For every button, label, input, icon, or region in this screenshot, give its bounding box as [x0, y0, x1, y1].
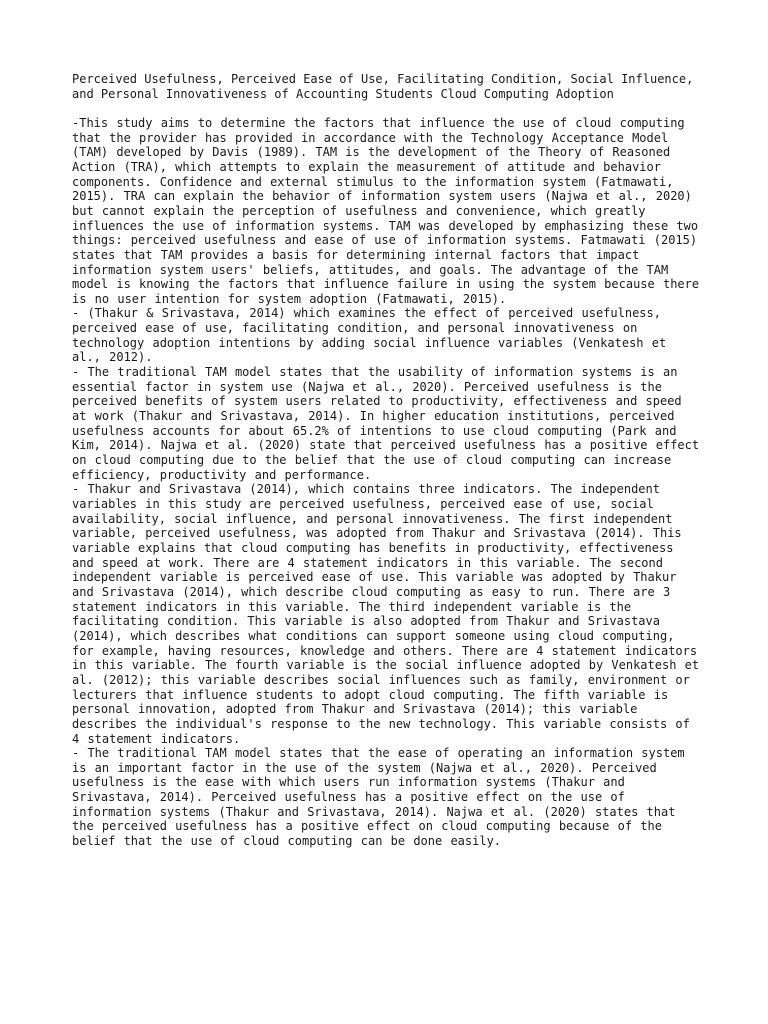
document-title: Perceived Usefulness, Perceived Ease of Use, Facilitating Condition, Social Influence, and Personal Innovativeness of Accounting Students Cloud Computing Adoption	[72, 72, 701, 101]
paragraph-independent-variables: - Thakur and Srivastava (2014), which contains three indicators. The independent variables in this study are perceived usefulness, perceived ease of use, social availability, social influence, and personal innovativeness. The first independent variable, perceived usefulness, was adopted from Thakur and Srivastava (2014). This variable explains that cloud computing has benefits in productivity, effectiveness and speed at work. There are 4 statement indicators in this variable. The second independent variable is perceived ease of use. This variable was adopted by Thakur and Srivastava (2014), which describe cloud computing as easy to run. There are 3 statement indicators in this variable. The third independent variable is the facilitating condition. This variable is also adopted from Thakur and Srivastava (2014), which describes what conditions can support someone using cloud computing, for example, having resources, knowledge and others. There are 4 statement indicators in this variable. The fourth variable is the social influence adopted by Venkatesh et al. (2012); this variable describes social influences such as family, environment or lecturers that influence students to adopt cloud computing. The fifth variable is personal innovation, adopted from Thakur and Srivastava (2014); this variable describes the individual's response to the new technology. This variable consists of 4 statement indicators.	[72, 482, 708, 746]
paragraph-perceived-usefulness: - The traditional TAM model states that the usability of information systems is an essential factor in system use (Najwa et al., 2020). Perceived usefulness is the perceived benefits of system users related to productivity, effectiveness and speed at work (Thakur and Srivastava, 2014). In higher education institutions, perceived usefulness accounts for about 65.2% of intentions to use cloud computing (Park and Kim, 2014). Najwa et al. (2020) state that perceived usefulness has a positive effect on cloud computing due to the belief that the use of cloud computing can increase efficiency, productivity and performance.	[72, 365, 708, 482]
paragraph-thakur-srivastava: - (Thakur & Srivastava, 2014) which examines the effect of perceived usefulness, perceived ease of use, facilitating condition, and personal innovativeness on technology adoption intentions by adding social influence variables (Venkatesh et al., 2012).	[72, 306, 675, 365]
paragraph-intro: -This study aims to determine the factors that influence the use of cloud computing that the provider has provided in accordance with the Technology Acceptance Model (TAM) developed by Davis (1989). TAM is the development of the Theory of Reasoned Action (TRA), which attempts to explain the measurement of attitude and behavior components. Confidence and external stimulus to the information system (Fatmawati, 2015). TRA can explain the behavior of information system users (Najwa et al., 2020) but cannot explain the perception of usefulness and convenience, which greatly influences the use of information systems. TAM was developed by emphasizing these two things: perceived usefulness and ease of use of information systems. Fatmawati (2015) states that TAM provides a basis for determining internal factors that impact information system users' beliefs, attitudes, and goals. The advantage of the TAM model is knowing the factors that influence failure in using the system because there is no user intention for system adoption (Fatmawati, 2015).	[72, 115, 708, 306]
paragraph-ease-of-use: - The traditional TAM model states that the ease of operating an information system is an important factor in the use of the system (Najwa et al., 2020). Perceived usefulness is the ease with which users run information systems (Thakur and Srivastava, 2014). Perceived usefulness has a positive effect on the use of information systems (Thakur and Srivastava, 2014). Najwa et al. (2020) states that the perceived usefulness has a positive effect on cloud computing because of the belief that the use of cloud computing can be done easily.	[72, 746, 693, 849]
document-page	[72, 72, 708, 849]
